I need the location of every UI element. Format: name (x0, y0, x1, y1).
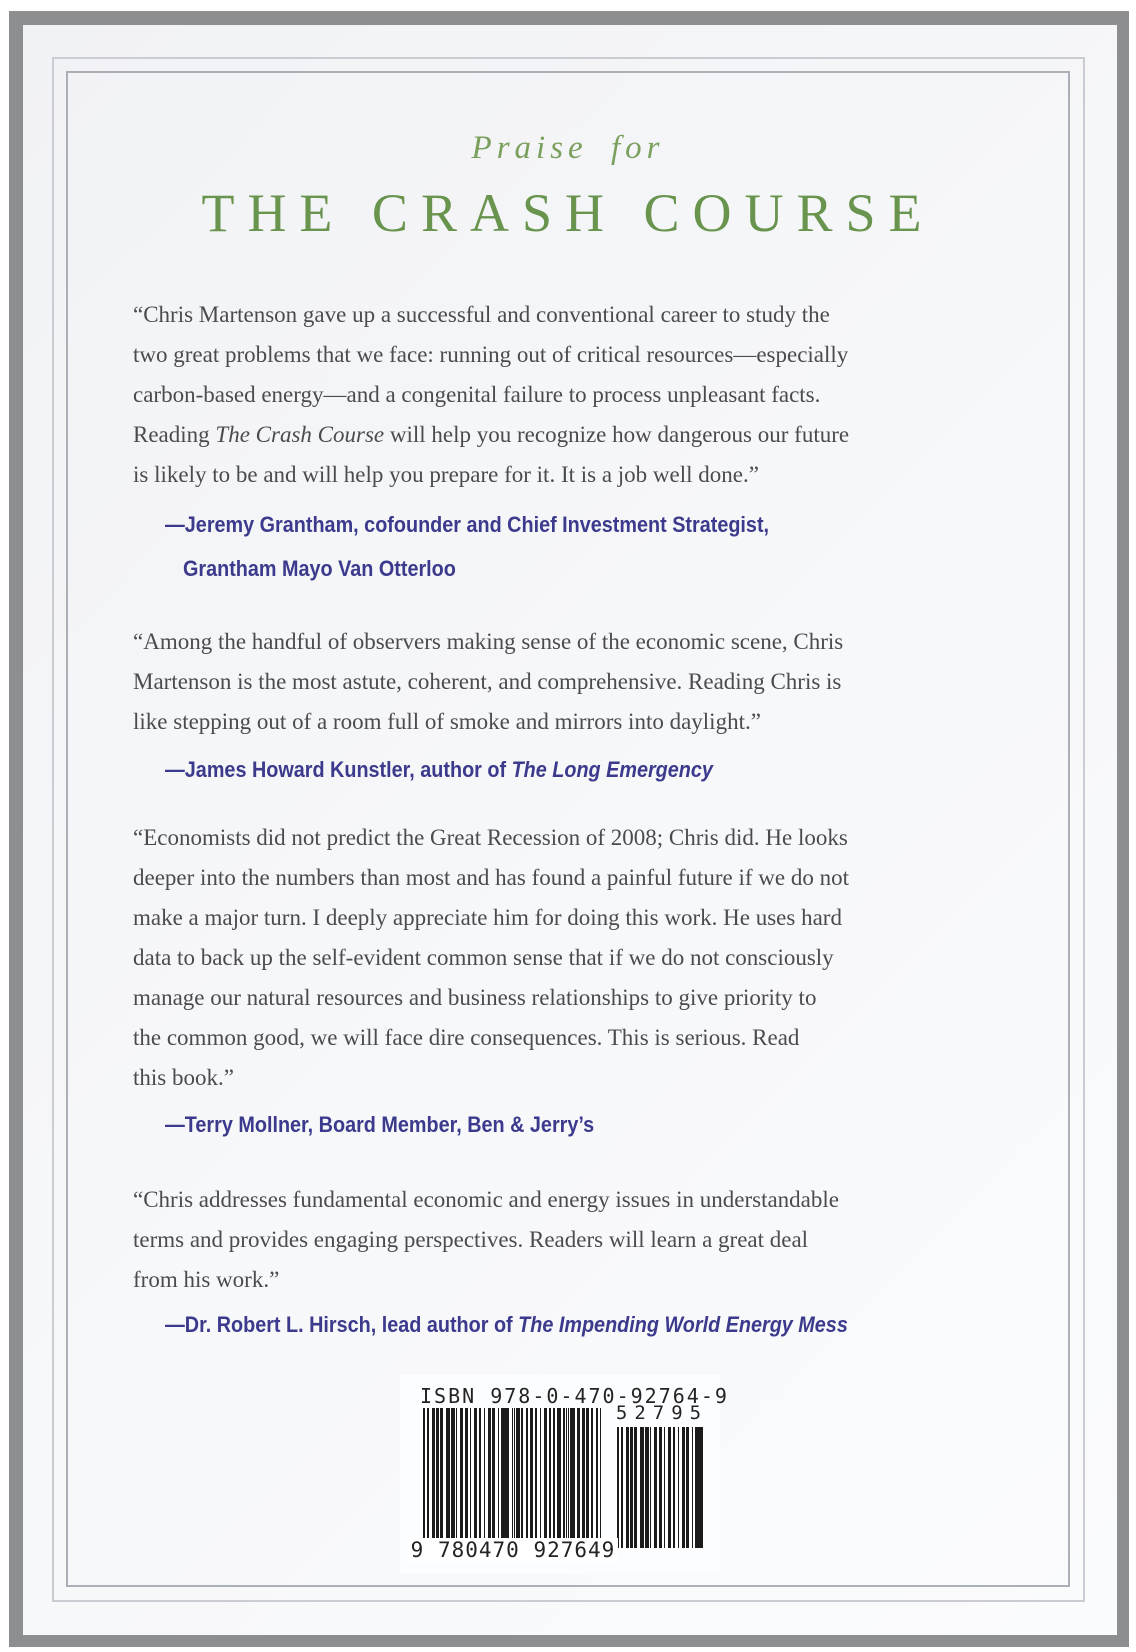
text-line (133, 978, 943, 1018)
price-code: 52795 (615, 1402, 709, 1424)
quote-mollner (133, 818, 943, 1098)
text-segment: Reading (133, 422, 216, 447)
text-line (165, 748, 921, 792)
text-line (133, 818, 943, 858)
text-line (133, 1180, 943, 1220)
ean-digits: 9 780470 927649 (408, 1538, 618, 1562)
text-line (133, 295, 943, 335)
text-segment: two great problems that we face: running out of critical resources—especially (133, 342, 849, 367)
text-line (133, 415, 943, 455)
text-line (133, 1260, 943, 1300)
praise-heading: Praise for (471, 130, 665, 166)
attribution-mollner (165, 1103, 1005, 1147)
text-line (165, 547, 921, 591)
text-line (133, 335, 943, 375)
text-line (133, 898, 943, 938)
quote-kunstler (133, 622, 943, 742)
isbn-label: ISBN 978-0-470-92764-9 (420, 1384, 729, 1408)
text-segment: “Chris addresses fundamental economic and energy issues in understandable (133, 1187, 839, 1212)
attribution-hirsch (165, 1303, 1005, 1347)
text-segment: terms and provides engaging perspectives. Readers will learn a great deal (133, 1227, 809, 1252)
text-segment: deeper into the numbers than most and has found a painful future if we do not (133, 865, 850, 890)
text-segment: will help you recognize how dangerous our future (384, 422, 850, 447)
text-line (133, 938, 943, 978)
text-line (133, 702, 943, 742)
text-line (165, 503, 921, 547)
text-line (133, 858, 943, 898)
text-line (133, 455, 943, 495)
text-segment: —Terry Mollner, Board Member, Ben & Jerry’s (165, 1112, 595, 1137)
text-segment: Grantham Mayo Van Otterloo (183, 556, 456, 581)
text-line (133, 375, 943, 415)
text-segment: “Chris Martenson gave up a successful and conventional career to study the (133, 302, 830, 327)
text-line (133, 1018, 943, 1058)
text-line (133, 622, 943, 662)
text-segment: like stepping out of a room full of smoke and mirrors into daylight.” (133, 709, 761, 734)
quote-hirsch (133, 1180, 943, 1300)
text-segment: Martenson is the most astute, coherent, and comprehensive. Reading Chris is (133, 669, 842, 694)
price-addon-barcode (617, 1427, 703, 1548)
text-segment: “Economists did not predict the Great Recession of 2008; Chris did. He looks (133, 825, 848, 850)
book-title-italic: The Crash Course (215, 422, 385, 447)
attribution-kunstler (165, 748, 1005, 792)
text-segment: “Among the handful of observers making sense of the economic scene, Chris (133, 629, 844, 654)
text-segment: —James Howard Kunstler, author of (165, 757, 512, 782)
text-line (133, 662, 943, 702)
text-segment: this book.” (133, 1065, 234, 1090)
text-segment: the common good, we will face dire consequences. This is serious. Read (133, 1025, 800, 1050)
book-title: THE CRASH COURSE (201, 183, 935, 243)
text-segment: from his work.” (133, 1267, 280, 1292)
text-segment: data to back up the self-evident common sense that if we do not consciously (133, 945, 834, 970)
text-segment: carbon-based energy—and a congenital failure to process unpleasant facts. (133, 382, 821, 407)
book-title-italic: The Long Emergency (511, 757, 713, 782)
ean-barcode (423, 1408, 601, 1540)
book-title-italic: The Impending World Energy Mess (518, 1312, 848, 1337)
text-segment: —Jeremy Grantham, cofounder and Chief Investment Strategist, (165, 512, 770, 537)
text-segment: —Dr. Robert L. Hirsch, lead author of (165, 1312, 519, 1337)
text-line (165, 1103, 921, 1147)
text-line (133, 1220, 943, 1260)
attribution-grantham (165, 503, 1005, 591)
text-segment: make a major turn. I deeply appreciate him for doing this work. He uses hard (133, 905, 842, 930)
text-segment: is likely to be and will help you prepare for it. It is a job well done.” (133, 462, 759, 487)
text-segment: manage our natural resources and business relationships to give priority to (133, 985, 817, 1010)
text-line (165, 1303, 921, 1347)
quote-grantham (133, 295, 943, 495)
text-line (133, 1058, 943, 1098)
